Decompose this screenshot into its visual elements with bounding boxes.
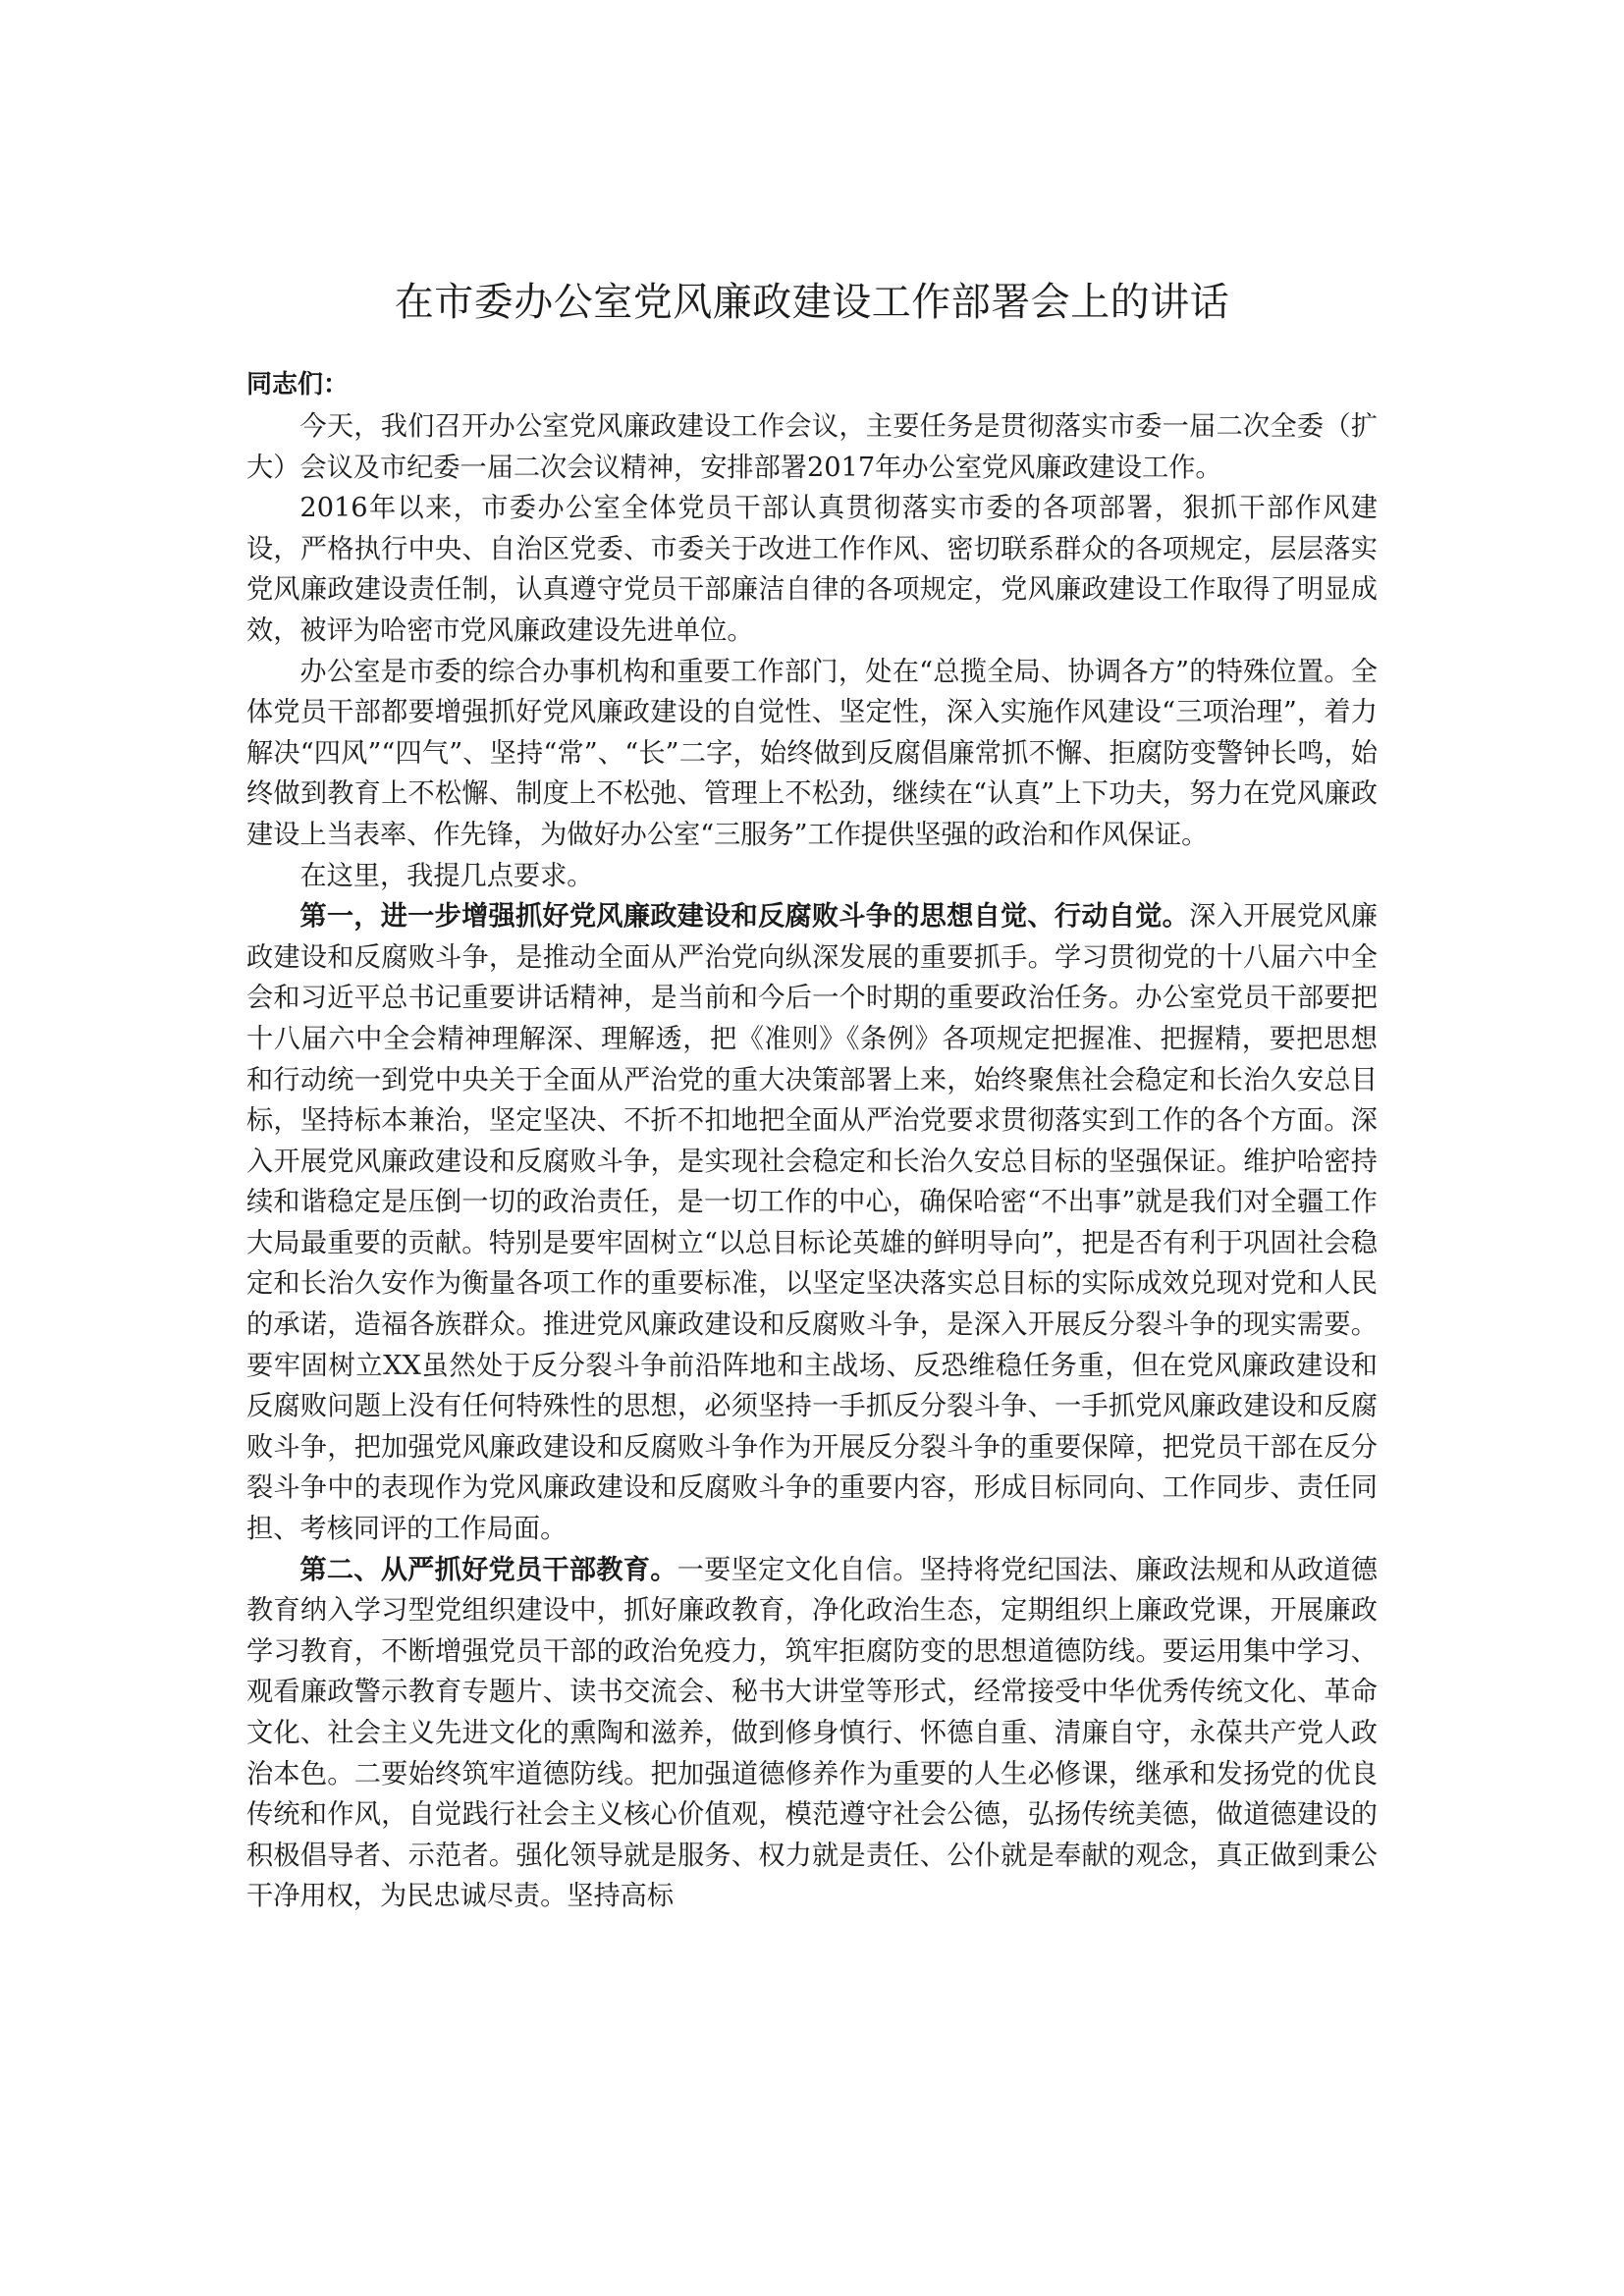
document-body — [246, 406, 1378, 1917]
paragraph-lead: 第一，进一步增强抓好党风廉政建设和反腐败斗争的思想自觉、行动自觉。 — [299, 900, 1190, 933]
document-title: 在市委办公室党风廉政建设工作部署会上的讲话 — [394, 280, 1230, 325]
paragraph-requirements-intro — [246, 856, 1378, 897]
paragraph-requirement-two — [246, 1550, 1378, 1917]
paragraph-text: 今天，我们召开办公室党风廉政建设工作会议，主要任务是贯彻落实市委一届二次全委（扩大）会议及市纪委一届二次会议精神，安排部署2017年办公室党风廉政建设工作。 — [246, 411, 1378, 483]
paragraph-intro — [246, 406, 1378, 488]
paragraph-office-role — [246, 652, 1378, 856]
paragraph-text: 一要坚定文化自信。坚持将党纪国法、廉政法规和从政道德教育纳入学习型党组织建设中，抓好廉政教育，净化政治生态，定期组织上廉政党课，开展廉政学习教育，不断增强党员干部的政治免疫力，筑牢拒腐防变的思想道德防线。要运用集中学习、观看廉政警示教育专题片、读书交流会、秘书大讲堂等形式，经常接受中华优秀传统文化、革命文化、社会主义先进文化的熏陶和滋养，做到修身慎行、怀德自重、清廉自守，永葆共产党人政治本色。二要始终筑牢道德防线。把加强道德修养作为重要的人生必修课，继承和发扬党的优良传统和作风，自觉践行社会主义核心价值观，模范遵守社会公德，弘扬传统美德，做道德建设的积极倡导者、示范者。强化领导就是服务、权力就是责任、公仆就是奉献的观念，真正做到秉公干净用权，为民忠诚尽责。坚持高标 — [246, 1554, 1378, 1912]
paragraph-achievements — [246, 488, 1378, 651]
paragraph-lead: 第二、从严抓好党员干部教育。 — [299, 1553, 677, 1585]
paragraph-text: 在这里，我提几点要求。 — [299, 860, 594, 891]
paragraph-text: 深入开展党风廉政建设和反腐败斗争，是推动全面从严治党向纵深发展的重要抓手。学习贯彻党的十八届六中全会和习近平总书记重要讲话精神，是当前和今后一个时期的重要政治任务。办公室党员干部要把十八届六中全会精神理解深、理解透，把《准则》《条例》各项规定把握准、把握精，要把思想和行动统一到党中央关于全面从严治党的重大决策部署上来，始终聚焦社会稳定和长治久安总目标，坚持标本兼治，坚定坚决、不折不扣地把全面从严治党要求贯彻落实到工作的各个方面。深入开展党风廉政建设和反腐败斗争，是实现社会稳定和长治久安总目标的坚强保证。维护哈密持续和谐稳定是压倒一切的政治责任，是一切工作的中心，确保哈密“不出事”就是我们对全疆工作大局最重要的贡献。特别是要牢固树立“以总目标论英雄的鲜明导向”，把是否有利于巩固社会稳定和长治久安作为衡量各项工作的重要标准，以坚定坚决落实总目标的实际成效兑现对党和人民的承诺，造福各族群众。推进党风廉政建设和反腐败斗争，是深入开展反分裂斗争的现实需要。要牢固树立XX虽然处于反分裂斗争前沿阵地和主战场、反恐维稳任务重，但在党风廉政建设和反腐败问题上没有任何特殊性的思想，必须坚持一手抓反分裂斗争、一手抓党风廉政建设和反腐败斗争，把加强党风廉政建设和反腐败斗争作为开展反分裂斗争的重要保障，把党员干部在反分裂斗争中的表现作为党风廉政建设和反腐败斗争的重要内容，形成目标同向、工作同步、责任同担、考核同评的工作局面。 — [246, 901, 1378, 1545]
paragraph-requirement-one — [246, 896, 1378, 1550]
paragraph-text: 2016年以来，市委办公室全体党员干部认真贯彻落实市委的各项部署，狠抓干部作风建设，严格执行中央、自治区党委、市委关于改进工作作风、密切联系群众的各项规定，层层落实党风廉政建设责任制，认真遵守党员干部廉洁自律的各项规定，党风廉政建设工作取得了明显成效，被评为哈密市党风廉政建设先进单位。 — [246, 493, 1378, 646]
salutation: 同志们： — [246, 370, 350, 400]
paragraph-text: 办公室是市委的综合办事机构和重要工作部门，处在“总揽全局、协调各方”的特殊位置。全体党员干部都要增强抓好党风廉政建设的自觉性、坚定性，深入实施作风建设“三项治理”，着力解决“四风”“四气”、坚持“常”、“长”二字，始终做到反腐倡廉常抓不懈、拒腐防变警钟长鸣，始终做到教育上不松懈、制度上不松弛、管理上不松劲，继续在“认真”上下功夫，努力在党风廉政建设上当表率、作先锋，为做好办公室“三服务”工作提供坚强的政治和作风保证。 — [246, 656, 1378, 850]
